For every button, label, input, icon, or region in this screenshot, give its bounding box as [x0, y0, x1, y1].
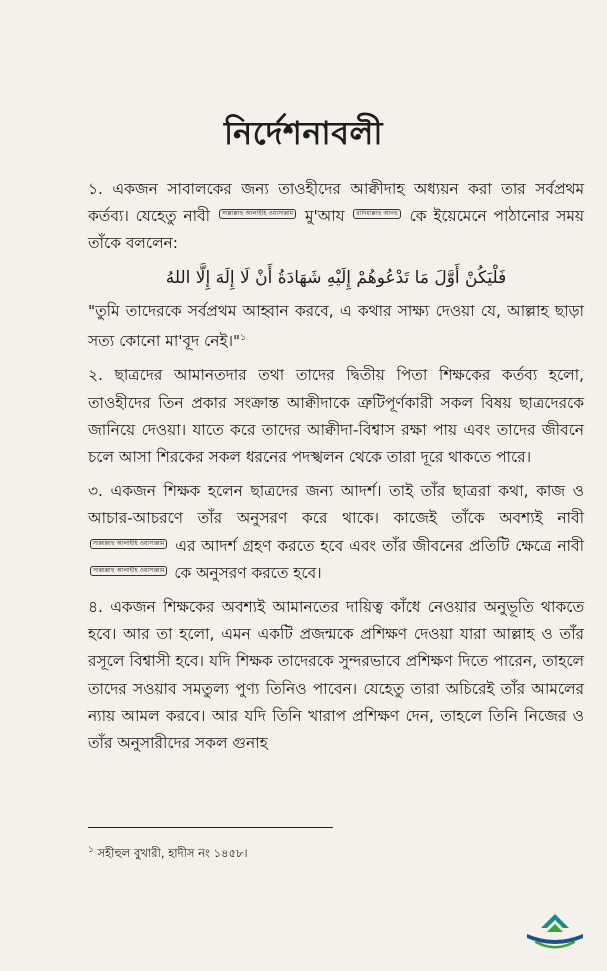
paragraph-3-part-c: কে অনুসরণ করতে হবে।: [174, 563, 322, 582]
paragraph-4: ৪. একজন শিক্ষকের অবশ্যই আমানতের দায়িত্ব কাঁধে নেওয়ার অনুভূতি থাকতে হবে। আর তা হলো, এমন একটি প্রজন্মকে প্রশিক্ষণ দেওয়া যারা আল্লাহ ও তাঁর রসূলে বিশ্বাসী হবে। যদি শিক্ষক তাদেরকে সুন্দরভাবে প্রশিক্ষণ দিতে পারেন, তাহলে তাদের সওয়াব সমতুল্য পুণ্য তিনিও পাবেন। যেহেতু তারা অচিরেই তাঁর আমলের ন্যায় আমল করবে। আর যদি তিনি খারাপ প্রশিক্ষণ দেন, তাহলে তিনি নিজের ও তাঁর অনুসারীদের সকল গুনাহ: [88, 597, 584, 752]
salla-honorific: সাল্লাল্লাহু আলাইহি ওয়াসাল্লাম: [90, 566, 167, 576]
paragraph-1: [88, 176, 584, 258]
publisher-logo-icon: [523, 912, 587, 954]
paragraph-1-part-a: ১. একজন সাবালকের জন্য তাওহীদের আক্বীদাহ অধ্যয়ন করা তার সর্বপ্রথম কর্তব্য। যেহেতু নাবী: [88, 180, 584, 226]
paragraph-3: [88, 478, 584, 587]
footnote-number: ১: [88, 845, 94, 855]
footnote-ref[interactable]: ১: [240, 333, 246, 344]
arabic-hadith: فَلْيَكُنْ أَوَّلَ مَا تَدْعُوهُمْ إِلَيْهِ شَهَادَةُ أَنْ لَا إِلَهَ إِلَّا اللهُ: [165, 267, 507, 288]
paragraph-1-part-b: মু'আয: [304, 207, 345, 226]
quote-text: "তুমি তাদেরকে সর্বপ্রথম আহ্বান করবে, এ কথার সাক্ষ্য দেওয়া যে, আল্লাহ ছাড়া সত্য কোনো মা'বূদ নেই।": [88, 301, 584, 351]
quote-paragraph: [88, 298, 584, 356]
paragraph-3-part-a: ৩. একজন শিক্ষক হলেন ছাত্রদের জন্য আদর্শ। তাই তাঁর ছাত্ররা কথা, কাজ ও আচার-আচরণে তাঁর অনুসরণ করে থাকে। কাজেই তাঁকে অবশ্যই নাবী: [88, 482, 584, 528]
radi-honorific: রাদিয়াল্লাহু আনহু: [353, 209, 400, 219]
paragraph-1-part-c: কে ইয়েমেনে পাঠানোর সময় তাঁকে বললেন:: [88, 207, 584, 253]
footnote: [88, 842, 248, 864]
salla-honorific: সাল্লাল্লাহু আলাইহি ওয়াসাল্লাম: [90, 539, 167, 549]
paragraph-2: ২. ছাত্রদের আমানতদার তথা তাদের দ্বিতীয় পিতা শিক্ষকের কর্তব্য হলো, তাওহীদের তিন প্রকার সংক্রান্ত আক্বীদাকে ত্রুটিপূর্ণকারী সকল বিষয় ছাত্রদেরকে জানিয়ে দেওয়া। যাতে করে তাদের আক্বীদা-বিশ্বাস রক্ষা পায় এবং তাদের জীবনে চলে আসা শিরকের সকল ধরনের পদস্খলন থেকে তারা দূরে থাকতে পারে।: [88, 366, 584, 466]
footnote-divider: [88, 827, 333, 828]
footnote-text: সহীহুল বুখারী, হাদীস নং ১৪৫৮।: [97, 845, 248, 860]
body-text: [88, 176, 584, 764]
salla-honorific: সাল্লাল্লাহু আলাইহি ওয়াসাল্লাম: [219, 209, 296, 219]
page-title: নির্দেশনাবলী: [223, 114, 384, 152]
paragraph-3-part-b: এর আদর্শ গ্রহণ করতে হবে এবং তাঁর জীবনের প্রতিটি ক্ষেত্রে নাবী: [175, 536, 584, 555]
